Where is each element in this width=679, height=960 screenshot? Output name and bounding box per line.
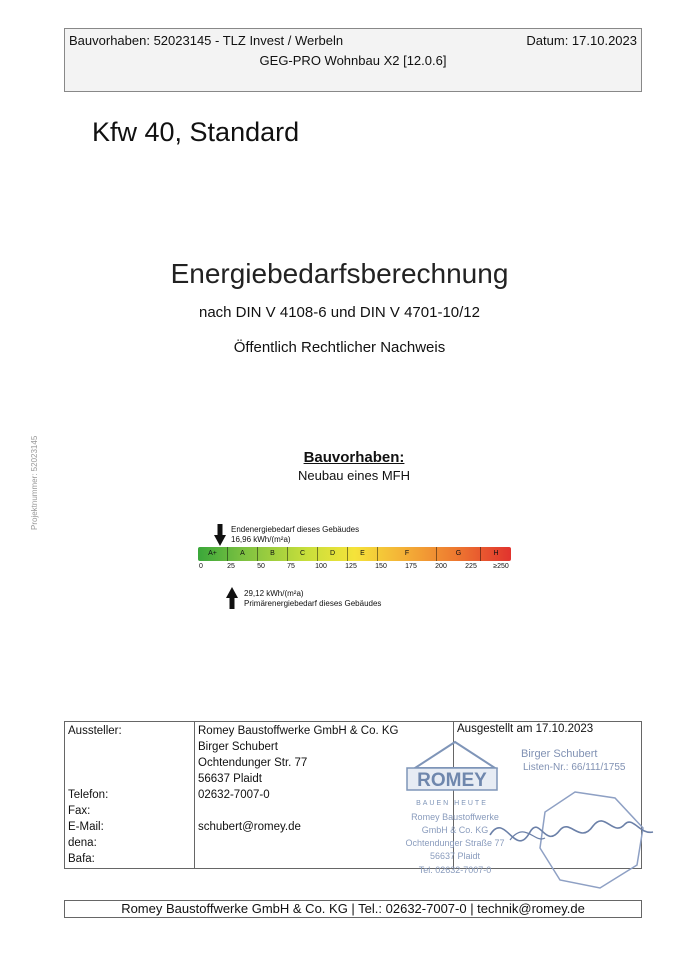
stamp-line-4: 56637 Plaidt <box>429 851 481 861</box>
scale-tick: 125 <box>345 563 357 570</box>
energy-class-5: D <box>318 547 348 561</box>
scale-tick: 150 <box>375 563 387 570</box>
issuer-value: schubert@romey.de <box>198 821 301 833</box>
issuer-labels-cell <box>65 722 195 869</box>
stamp-slogan: BAUEN HEUTE <box>416 800 488 807</box>
issuer-label: Bafa: <box>68 853 95 865</box>
scale-tick: 175 <box>405 563 417 570</box>
issuer-label: Telefon: <box>68 789 109 801</box>
primary-energy-label: Primärenergiebedarf dieses Gebäudes <box>244 599 382 608</box>
issuer-label <box>68 771 191 787</box>
stamp-line-3: Ochtendunger Straße 77 <box>405 838 505 848</box>
issuer-label: Aussteller: <box>68 725 122 737</box>
signer-list-number: Listen-Nr.: 66/111/1755 <box>523 762 626 773</box>
energy-class-8: G <box>437 547 481 561</box>
energy-class-6: E <box>348 547 378 561</box>
scale-tick: 0 <box>199 563 203 570</box>
primary-energy-arrow-icon <box>226 587 238 609</box>
header-project: Bauvorhaben: 52023145 - TLZ Invest / Werbeln <box>69 33 344 48</box>
end-energy-label: Endenergiebedarf dieses Gebäudes <box>231 525 360 534</box>
header-software: GEG-PRO Wohnbau X2 [12.0.6] <box>259 53 447 68</box>
stamp-romey: ROMEY <box>417 770 487 791</box>
signer-name: Birger Schubert <box>521 748 598 760</box>
issuer-value: 56637 Plaidt <box>198 773 262 785</box>
building-label: Bauvorhaben: <box>303 449 405 466</box>
kfw-standard-heading: Kfw 40, Standard <box>92 117 300 147</box>
end-energy-value: 16,96 kWh/(m²a) <box>231 535 291 544</box>
scale-tick: 75 <box>287 563 295 570</box>
energy-class-4: C <box>288 547 318 561</box>
issuer-label: Fax: <box>68 805 91 817</box>
document-title: Energiebedarfsberechnung <box>170 258 509 289</box>
page-header <box>64 28 642 92</box>
energy-class-1: A+ <box>198 547 228 561</box>
end-energy-arrow-icon <box>214 524 226 546</box>
scale-tick: 200 <box>435 563 447 570</box>
building-value: Neubau eines MFH <box>298 468 410 483</box>
energy-class-3: B <box>258 547 288 561</box>
scale-tick: 50 <box>257 563 265 570</box>
issuer-label <box>68 739 191 755</box>
project-number-vertical: Projektnummer: 52023145 <box>30 435 39 530</box>
issuer-label <box>68 755 191 771</box>
company-stamp <box>395 740 660 890</box>
issuer-value: Ochtendunger Str. 77 <box>198 757 308 769</box>
issuer-value: 02632-7007-0 <box>198 789 270 801</box>
energy-class-9: H <box>493 550 499 557</box>
primary-energy-value: 29,12 kWh/(m²a) <box>244 589 304 598</box>
scale-tick: 225 <box>465 563 477 570</box>
scale-tick: 25 <box>227 563 235 570</box>
issuer-label: dena: <box>68 837 97 849</box>
stamp-line-5: Tel. 02632-7007-0 <box>418 865 492 875</box>
stamp-line-1: Romey Baustoffwerke <box>411 812 499 822</box>
energy-class-2: A <box>228 547 258 561</box>
stamp-line-2: GmbH & Co. KG <box>421 825 489 835</box>
norm-reference: nach DIN V 4108-6 und DIN V 4701-10/12 <box>198 304 480 321</box>
page-footer: Romey Baustoffwerke GmbH & Co. KG | Tel.: 02632-7007-0 | technik@romey.de <box>64 900 642 918</box>
issuer-value: Romey Baustoffwerke GmbH & Co. KG <box>198 725 399 737</box>
scale-tick: ≥250 <box>493 563 509 570</box>
issuer-label: E-Mail: <box>68 821 104 833</box>
issuer-value: Birger Schubert <box>198 741 278 753</box>
proof-type: Öffentlich Rechtlicher Nachweis <box>233 339 446 356</box>
issued-date: Ausgestellt am 17.10.2023 <box>457 723 594 735</box>
header-date: Datum: 17.10.2023 <box>526 33 637 48</box>
energy-class-bar <box>198 547 511 561</box>
stamp-graphic <box>395 740 660 890</box>
scale-tick: 100 <box>315 563 327 570</box>
energy-class-7: F <box>378 547 437 561</box>
